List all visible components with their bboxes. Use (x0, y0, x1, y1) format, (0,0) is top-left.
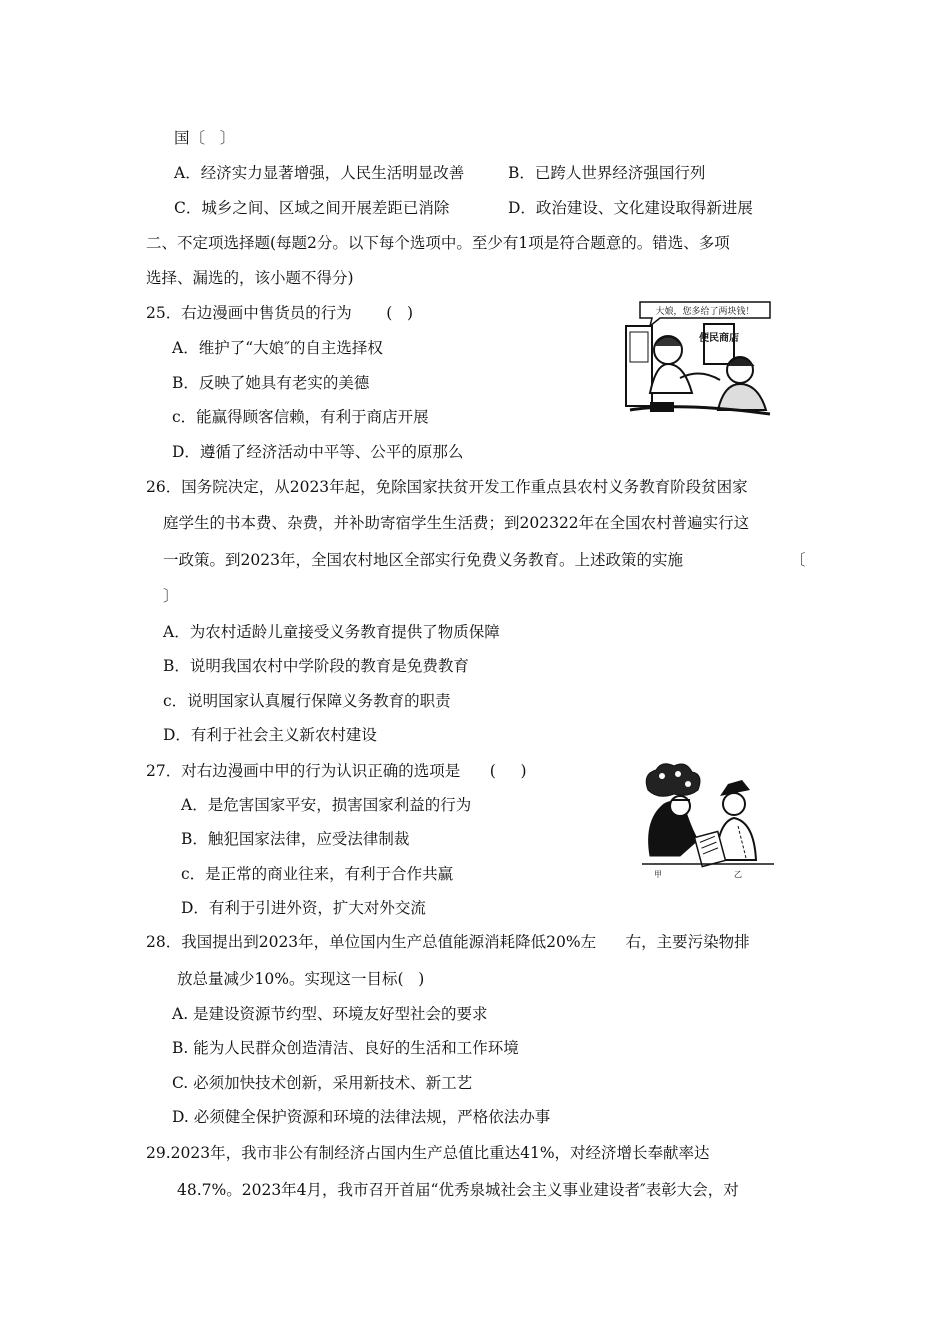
cartoon1-sign-text: 便民商店 (699, 333, 739, 344)
q24-option-b: B．已跨人世界经济强国行列 (508, 164, 706, 182)
q24-option-a: A．经济实力显著增强，人民生活明显改善 (174, 164, 465, 182)
q28-stem: 28．我国提出到2023年，单位国内生产总值能源消耗降低20%左 右，主要污染物排 (146, 933, 750, 951)
cartoon-shop-assistant (620, 298, 780, 423)
q26-option-c: c．说明国家认真履行保障义务教育的职责 (163, 692, 451, 710)
section-two-heading: 二、不定项选择题(每题2分。以下每个选项中。至少有1项是符合题意的。错选、多项 (146, 234, 730, 252)
cartoon2-yi-head (723, 793, 745, 815)
q24-stem-end: 国〔 〕 (174, 129, 236, 147)
cartoon2-label-yi: 乙 (734, 870, 742, 879)
q26-bracket-open: 〔 (790, 551, 806, 569)
q27-option-c: c．是正常的商业往来，有利于合作共赢 (181, 865, 454, 883)
cartoon1-shop-sign (704, 324, 734, 364)
q25-option-c: c．能赢得顾客信赖，有利于商店开展 (172, 408, 429, 426)
q28-stem-cont: 放总量减少10%。实现这一目标( ) (177, 970, 425, 988)
q27-option-b: B．触犯国家法律，应受法律制裁 (181, 830, 410, 848)
q27-stem: 27．对右边漫画中甲的行为认识正确的选项是 ( ) (146, 762, 527, 780)
q26-option-b: B．说明我国农村中学阶段的教育是免费教育 (163, 657, 469, 675)
q28-option-d: D. 必须健全保护资源和环境的法律法规，严格依法办事 (172, 1108, 551, 1126)
q28-option-a: A. 是建设资源节约型、环境友好型社会的要求 (172, 1005, 488, 1023)
q29-stem: 29.2023年，我市非公有制经济占国内生产总值比重达41%，对经济增长奉献率达 (146, 1144, 710, 1162)
q27-option-a: A．是危害国家平安，损害国家利益的行为 (181, 796, 472, 814)
q25-stem: 25．右边漫画中售货员的行为 ( ) (146, 304, 414, 322)
cartoon1-customer-body (718, 384, 766, 410)
cartoon1-clerk-body (650, 364, 692, 393)
cartoon-jia-yi (638, 760, 778, 880)
section-two-heading-cont: 选择、漏选的，该小题不得分) (146, 269, 354, 287)
q25-option-a: A．维护了“大娘″的自主选择权 (172, 339, 383, 357)
q28-option-c: C. 必须加快技术创新，采用新技术、新工艺 (172, 1074, 473, 1092)
q29-stem-cont: 48.7%。2023年4月，我市召开首届“优秀泉城社会主义事业建设者″表彰大会，对 (177, 1181, 739, 1199)
q28-option-b: B. 能为人民群众创造清洁、良好的生活和工作环境 (172, 1039, 519, 1057)
q26-bracket-close: 〕 (163, 587, 179, 605)
cartoon2-label-jia: 甲 (654, 870, 662, 879)
q26-stem-cont1: 庭学生的书本费、杂费，并补助寄宿学生生活费；到202322年在全国农村普遍实行这 (163, 514, 750, 532)
cartoon1-banner-text: 大娘，您多给了两块钱！ (655, 307, 755, 317)
q24-option-d: D．政治建设、文化建设取得新进展 (508, 199, 753, 217)
q26-option-a: A．为农村适龄儿童接受义务教育提供了物质保障 (163, 623, 500, 641)
q27-option-d: D．有利于引进外资，扩大对外交流 (181, 899, 426, 917)
q25-option-d: D．遵循了经济活动中平等、公平的原那么 (172, 443, 464, 461)
q24-option-c: C．城乡之间、区域之间开展差距已消除 (174, 199, 450, 217)
q25-option-b: B．反映了她具有老实的美德 (172, 374, 370, 392)
q26-option-d: D．有利于社会主义新农村建设 (163, 726, 377, 744)
q26-stem: 26．国务院决定，从2023年起，免除国家扶贫开发工作重点县农村义务教育阶段贫困家 (146, 478, 748, 496)
cartoon2-foliage (646, 764, 700, 797)
q26-stem-cont2: 一政策。到2023年，全国农村地区全部实行免费义务教育。上述政策的实施 (163, 551, 683, 569)
